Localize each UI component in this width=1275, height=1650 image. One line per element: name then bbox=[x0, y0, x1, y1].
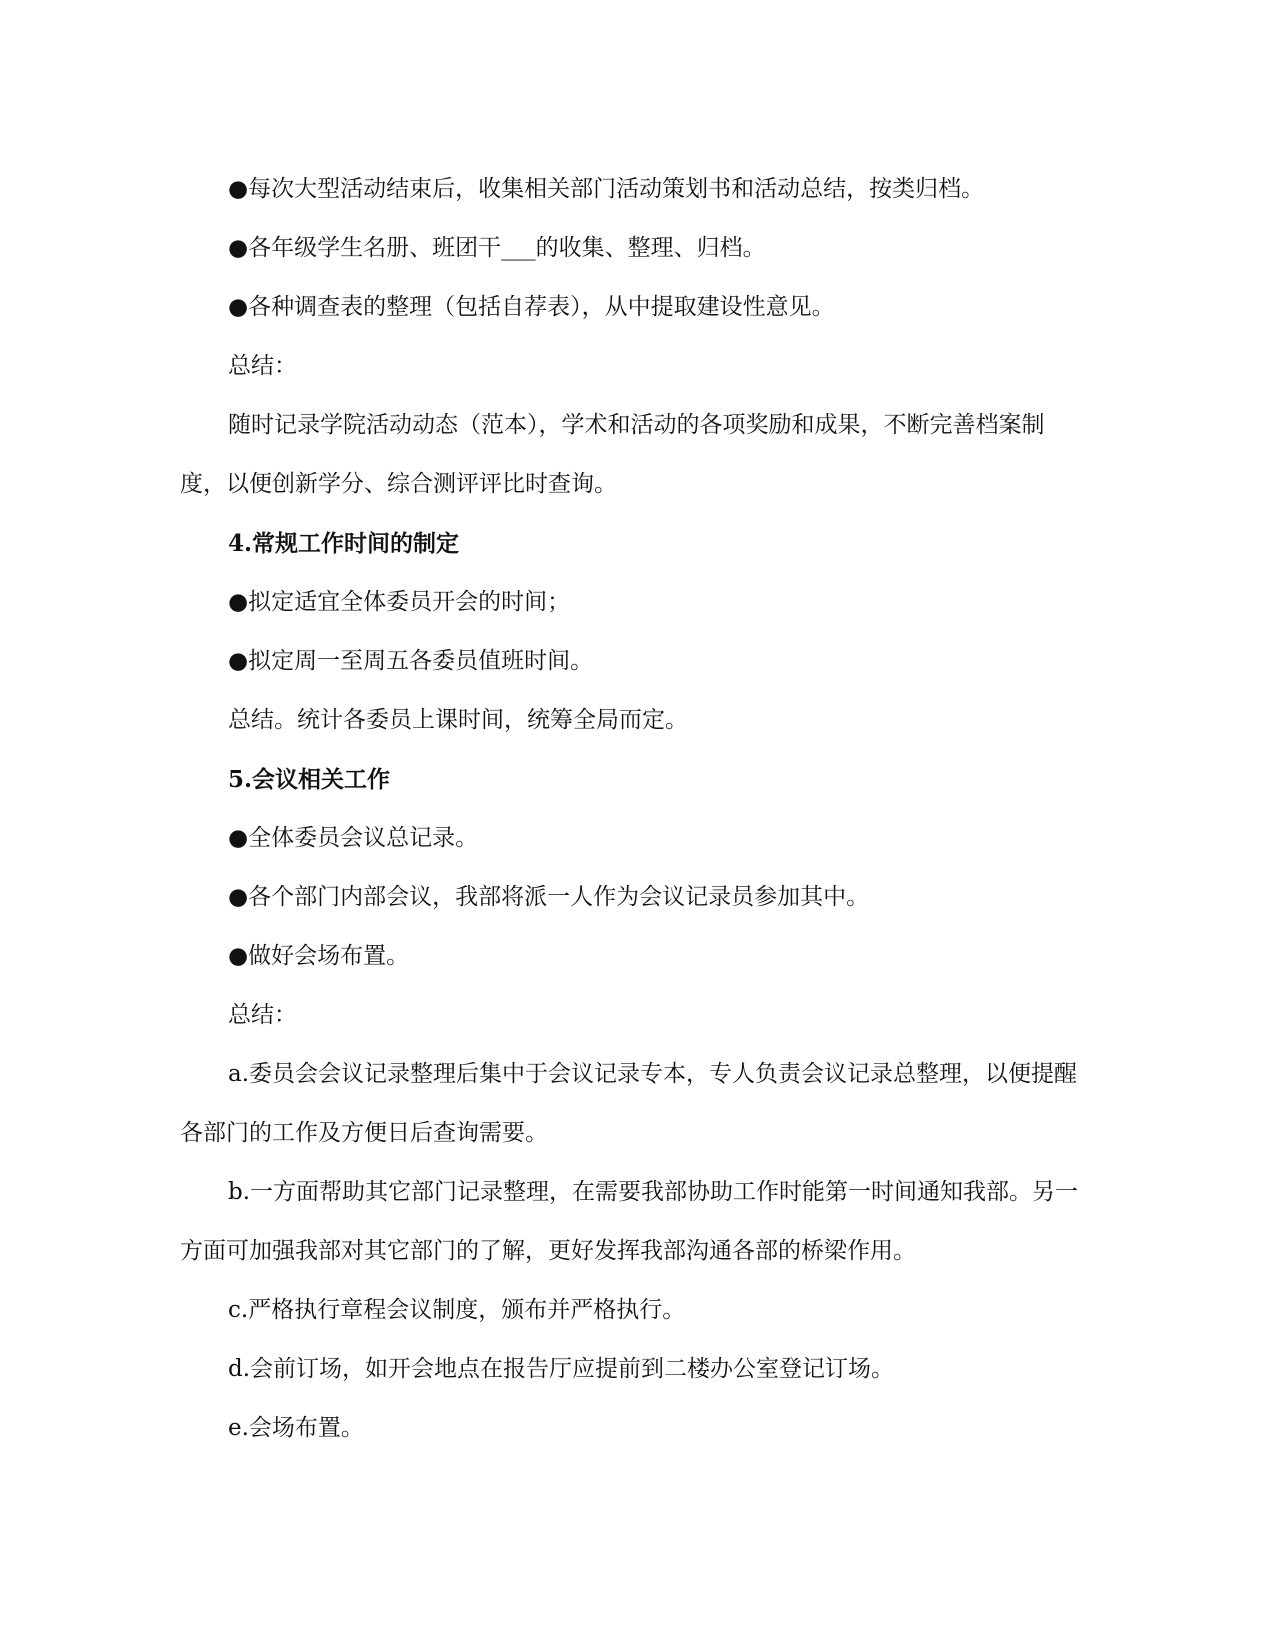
bullet-archive-activities: ●每次大型活动结束后，收集相关部门活动策划书和活动总结，按类归档。 bbox=[228, 176, 985, 202]
item-b: b.一方面帮助其它部门记录整理，在需要我部协助工作时能第一时间通知我部。另一方面可加强我部对其它部门的了解，更好发挥我部沟通各部的桥梁作用。 bbox=[180, 1179, 1079, 1264]
item-d: d.会前订场，如开会地点在报告厅应提前到二楼办公室登记订场。 bbox=[228, 1356, 895, 1382]
bullet-venue-setup: ●做好会场布置。 bbox=[228, 943, 410, 969]
item-a: a.委员会会议记录整理后集中于会议记录专本，专人负责会议记录总整理，以便提醒各部门的工作及方便日后查询需要。 bbox=[180, 1061, 1078, 1146]
summary-schedule: 总结。统计各委员上课时间，统筹全局而定。 bbox=[228, 707, 688, 733]
bullet-duty-time: ●拟定周一至周五各委员值班时间。 bbox=[228, 648, 594, 674]
document-page bbox=[180, 160, 1085, 1458]
bullet-department-meetings: ●各个部门内部会议，我部将派一人作为会议记录员参加其中。 bbox=[228, 884, 870, 910]
section-heading-4: 4.常规工作时间的制定 bbox=[228, 530, 460, 557]
summary-paragraph-records: 随时记录学院活动动态（范本），学术和活动的各项奖励和成果，不断完善档案制度，以便创新学分、综合测评评比时查询。 bbox=[180, 412, 1045, 497]
bullet-student-roster: ●各年级学生名册、班团干___的收集、整理、归档。 bbox=[228, 235, 766, 261]
bullet-survey-forms: ●各种调查表的整理（包括自荐表），从中提取建设性意见。 bbox=[228, 294, 835, 320]
summary-label: 总结： bbox=[228, 353, 297, 379]
item-e: e.会场布置。 bbox=[228, 1415, 364, 1441]
summary-label-2: 总结： bbox=[228, 1002, 297, 1028]
bullet-general-minutes: ●全体委员会议总记录。 bbox=[228, 825, 479, 851]
section-heading-5: 5.会议相关工作 bbox=[228, 766, 391, 793]
bullet-meeting-time: ●拟定适宜全体委员开会的时间； bbox=[228, 589, 571, 615]
item-c: c.严格执行章程会议制度，颁布并严格执行。 bbox=[228, 1297, 686, 1323]
